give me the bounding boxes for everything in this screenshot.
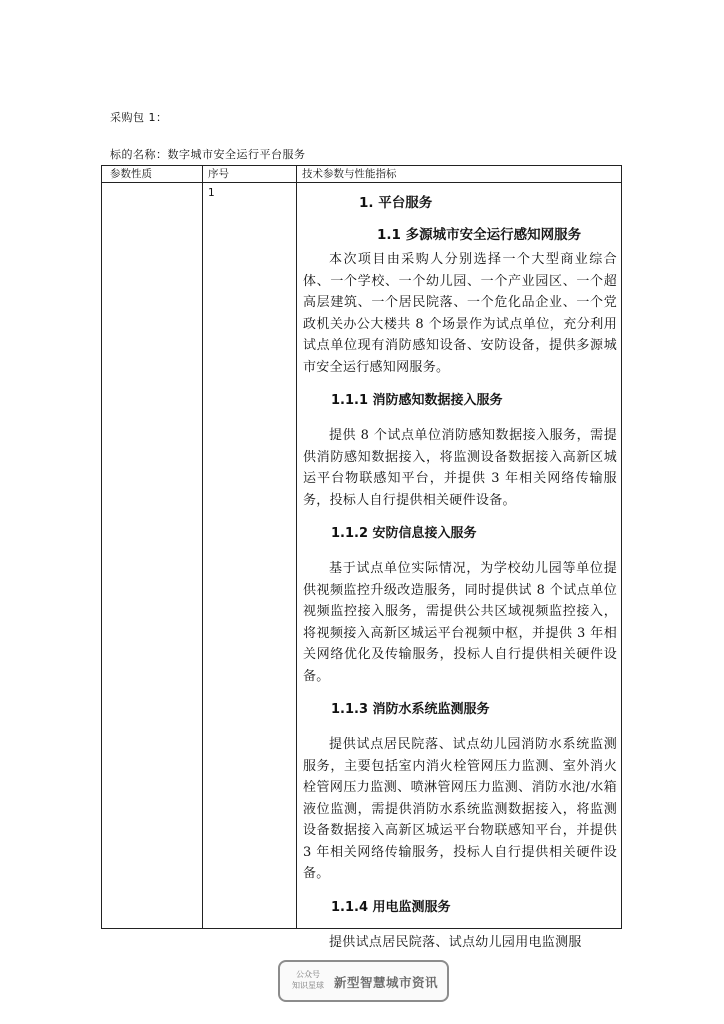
paragraph-sensing-network: 本次项目由采购人分别选择一个大型商业综合体、一个学校、一个幼儿园、一个产业园区、一个超高层建筑、一个居民院落、一个危化品企业、一个党政机关办公大楼共 8 个场景作为试点单位，充分利用试点单位现有消防感知设备、安防设备，提供多源城市安全运行感知网服务。 xyxy=(303,252,617,375)
column-divider xyxy=(296,166,297,928)
header-param-type: 参数性质 xyxy=(110,168,152,180)
table-header xyxy=(102,166,621,183)
paragraph-fire-water: 提供试点居民院落、试点幼儿园消防水系统监测服务，主要包括室内消火栓管网压力监测、室外消火栓管网压力监测、喷淋管网压力监测、消防水池/水箱液位监测，需提供消防水系统监测数据接入，将监测设备数据接入高新区城运平台物联感知平台，并提供 3 年相关网络传输服务，投标人自行提供相关硬件设备。 xyxy=(303,737,617,881)
spec-table xyxy=(101,165,622,950)
row-seq: 1 xyxy=(208,187,215,199)
watermark-line2: 知识星球 xyxy=(292,981,324,990)
column-divider xyxy=(202,166,203,928)
watermark-line1: 公众号 xyxy=(296,970,320,979)
bid-name: 标的名称：数字城市安全运行平台服务 xyxy=(110,148,306,161)
watermark-source xyxy=(288,969,328,991)
header-spec: 技术参数与性能指标 xyxy=(302,168,397,180)
package-label: 采购包 1： xyxy=(110,111,168,124)
spec-content xyxy=(303,194,617,953)
section-title-platform: 1. 平台服务 xyxy=(359,195,433,211)
paragraph-security: 基于试点单位实际情况，为学校幼儿园等单位提供视频监控升级改造服务，同时提供试 8 个试点单位视频监控接入服务，需提供公共区域视频监控接入，将视频接入高新区城运平台视频中枢，并提供 3 年相关网络优化及传输服务，投标人自行提供相关硬件设备。 xyxy=(303,561,617,684)
section-title-fire-water: 1.1.3 消防水系统监测服务 xyxy=(331,702,490,717)
section-title-power: 1.1.4 用电监测服务 xyxy=(331,899,451,915)
section-title-security: 1.1.2 安防信息接入服务 xyxy=(331,526,477,541)
watermark-title: 新型智慧城市资讯 xyxy=(334,975,439,990)
section-title-sensing-network: 1.1 多源城市安全运行感知网服务 xyxy=(377,227,582,243)
paragraph-power: 提供试点居民院落、试点幼儿园用电监测服 xyxy=(329,934,582,950)
paragraph-fire-data: 提供 8 个试点单位消防感知数据接入服务，需提供消防感知数据接入，将监测设备数据接入高新区城运平台物联感知平台，并提供 3 年相关网络传输服务，投标人自行提供相关硬件设备。 xyxy=(303,428,617,508)
section-title-fire-data: 1.1.1 消防感知数据接入服务 xyxy=(331,393,503,408)
watermark-badge xyxy=(278,960,449,1002)
header-seq: 序号 xyxy=(208,168,229,180)
